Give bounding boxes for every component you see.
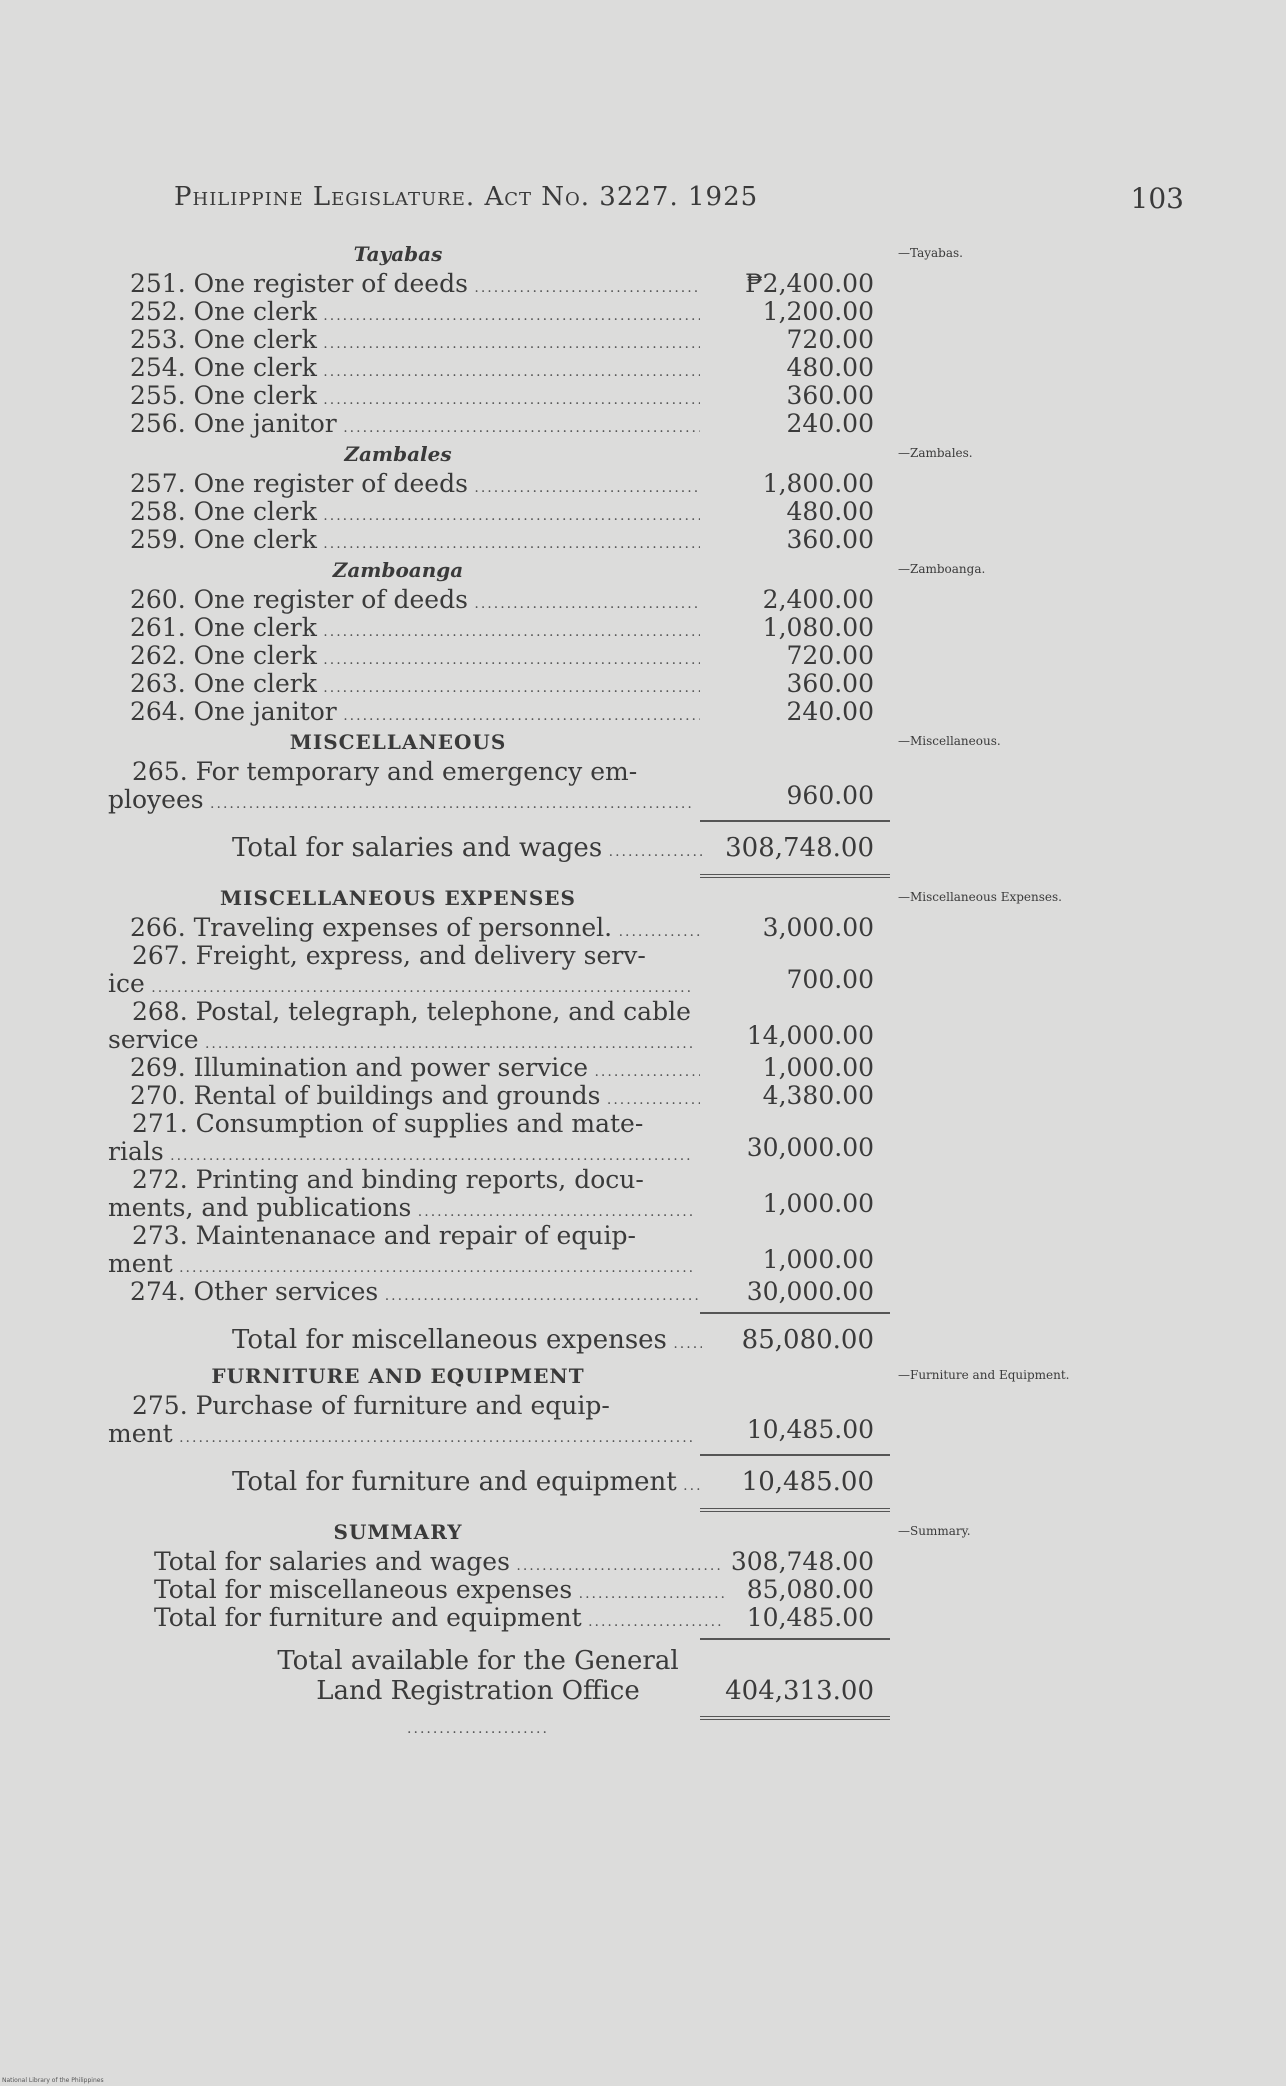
list-item [108,998,1168,1054]
item-amount: 2,400.00 [762,585,874,614]
list-item [108,270,1168,298]
subtotal-rule [108,814,1168,828]
item-amount: 1,000.00 [762,1189,874,1218]
item-label: 270. Rental of buildings and grounds ..... [130,1082,700,1114]
item-amount: 480.00 [786,353,874,382]
margin-note: —Furniture and Equipment. [898,1368,1070,1382]
item-label: 258. One clerk ..... [130,498,700,530]
section-miscellaneous [108,730,1168,882]
item-amount: 360.00 [786,525,874,554]
item-label-line1: 271. Consumption of supplies and mate- [132,1110,644,1138]
subtotal-row [108,1320,1168,1360]
item-label [108,758,693,818]
list-item [108,470,1168,498]
list-item [108,1604,1168,1632]
item-label [108,1392,693,1452]
item-amount: 10,485.00 [746,1415,874,1444]
item-label-line2: ployees ..... [108,786,693,818]
item-label: 253. One clerk ..... [130,326,700,358]
item-amount: 308,748.00 [730,1547,874,1576]
item-amount: 30,000.00 [746,1277,874,1306]
list-item [108,758,1168,814]
item-amount: 30,000.00 [746,1133,874,1162]
item-label: Total for salaries and wages ..... [154,1548,724,1580]
section-furniture-equipment [108,1364,1168,1516]
section-heading: FURNITURE AND EQUIPMENT [211,1364,585,1388]
item-label: 259. One clerk ..... [130,526,700,558]
total-double-rule [108,868,1168,882]
item-amount: 700.00 [786,965,874,994]
item-amount: 960.00 [786,781,874,810]
section-heading: MISCELLANEOUS EXPENSES [220,886,576,910]
margin-note: —Zambales. [898,446,973,460]
item-label [108,1166,693,1226]
list-item [108,942,1168,998]
item-amount: 1,000.00 [762,1245,874,1274]
item-label: 257. One register of deeds ..... [130,470,700,502]
item-label-line1: 267. Freight, express, and delivery serv- [132,942,646,970]
subtotal-label: Total for miscellaneous expenses ..... [232,1320,702,1364]
subtotal-amount: 10,485.00 [741,1467,874,1497]
subtotal-row [108,1462,1168,1502]
item-label-line2: service ..... [108,1026,693,1058]
item-amount: 240.00 [786,409,874,438]
item-label-line2: rials ..... [108,1138,693,1170]
item-amount: 360.00 [786,381,874,410]
item-label-line1: 275. Purchase of furniture and equip- [132,1392,610,1420]
list-item [108,914,1168,942]
item-label: 255. One clerk ..... [130,382,700,414]
item-label-line2: ments, and publications ..... [108,1194,693,1226]
section-summary [108,1520,1168,1724]
item-amount: 14,000.00 [746,1021,874,1050]
item-amount: 10,485.00 [746,1603,874,1632]
list-item [108,614,1168,642]
section-heading: SUMMARY [333,1520,463,1544]
subtotal-label: Total for furniture and equipment ..... [232,1462,702,1506]
subtotal-rule [108,1448,1168,1462]
footer-credit: National Library of the Philippines [2,2077,104,2084]
list-item [108,642,1168,670]
running-head: Philippine Legislature. Act No. 3227. 1925 [174,182,759,212]
margin-note: —Summary. [898,1524,971,1538]
section-heading: Zambales [344,442,452,466]
section-heading: Zamboanga [332,558,464,582]
grand-total-line1: Total available for the General [277,1646,679,1676]
item-label [108,1110,693,1170]
item-label [108,998,693,1058]
subtotal-row [108,828,1168,868]
item-label: 251. One register of deeds ..... [130,270,700,302]
item-amount: 4,380.00 [762,1081,874,1110]
total-double-rule [108,1502,1168,1516]
item-label: Total for miscellaneous expenses ..... [154,1576,724,1608]
item-label: 252. One clerk ..... [130,298,700,330]
total-double-rule [108,1710,1168,1724]
item-amount: 720.00 [786,641,874,670]
list-item [108,698,1168,726]
item-label: 263. One clerk ..... [130,670,700,702]
appropriation-list [108,238,1168,1724]
list-item [108,1082,1168,1110]
list-item [108,354,1168,382]
list-item [108,1222,1168,1278]
list-item [108,1548,1168,1576]
item-amount: 360.00 [786,669,874,698]
item-label [108,1222,693,1282]
section-miscellaneous-expenses [108,886,1168,1360]
grand-total-label [248,1646,708,1744]
item-label-line1: 268. Postal, telegraph, telephone, and cable [132,998,691,1026]
item-label-line1: 273. Maintenanace and repair of equip- [132,1222,636,1250]
item-amount: 1,800.00 [762,469,874,498]
item-label-line2: ment ..... [108,1250,693,1282]
section-heading: MISCELLANEOUS [289,730,507,754]
subtotal-amount: 308,748.00 [725,833,874,863]
item-label-line1: 272. Printing and binding reports, docu- [132,1166,644,1194]
grand-total-line2: Land Registration Office ..... [316,1676,640,1740]
section-heading: Tayabas [353,242,443,266]
item-label [108,942,693,1002]
grand-total-row [108,1646,1168,1710]
margin-note: —Tayabas. [898,246,963,260]
subtotal-rule [108,1632,1168,1646]
item-label: Total for furniture and equipment ..... [154,1604,724,1636]
page-header [174,182,1184,222]
section-zamboanga [108,558,1168,726]
item-label: 264. One janitor ..... [130,698,700,730]
item-label: 256. One janitor ..... [130,410,700,442]
item-amount: 1,200.00 [762,297,874,326]
section-tayabas [108,242,1168,438]
list-item [108,498,1168,526]
list-item [108,298,1168,326]
subtotal-label: Total for salaries and wages ..... [232,828,702,872]
item-amount: 3,000.00 [762,913,874,942]
item-label-line2: ment ..... [108,1420,693,1452]
list-item [108,1110,1168,1166]
subtotal-rule [108,1306,1168,1320]
item-amount: 85,080.00 [746,1575,874,1604]
list-item [108,326,1168,354]
item-label: 254. One clerk ..... [130,354,700,386]
list-item [108,1576,1168,1604]
item-amount: 720.00 [786,325,874,354]
section-zambales [108,442,1168,554]
margin-note: —Miscellaneous. [898,734,1001,748]
list-item [108,1392,1168,1448]
item-label: 274. Other services ..... [130,1278,700,1310]
list-item [108,382,1168,410]
item-label: 260. One register of deeds ..... [130,586,700,618]
list-item [108,670,1168,698]
margin-note: —Zamboanga. [898,562,986,576]
item-label-line2: ice ..... [108,970,693,1002]
item-amount: 480.00 [786,497,874,526]
item-label-line1: 265. For temporary and emergency em- [132,758,638,786]
item-amount: 1,080.00 [762,613,874,642]
item-label: 262. One clerk ..... [130,642,700,674]
list-item [108,586,1168,614]
margin-note: —Miscellaneous Expenses. [898,890,1062,904]
list-item [108,526,1168,554]
item-amount: 1,000.00 [762,1053,874,1082]
list-item [108,1166,1168,1222]
list-item [108,1054,1168,1082]
list-item [108,410,1168,438]
grand-total-amount: 404,313.00 [725,1676,874,1706]
item-label: 266. Traveling expenses of personnel. ..... [130,914,700,946]
page-number: 103 [1130,182,1184,215]
item-amount: ₱2,400.00 [745,269,874,298]
item-label: 269. Illumination and power service ..... [130,1054,700,1086]
list-item [108,1278,1168,1306]
item-amount: 240.00 [786,697,874,726]
item-label: 261. One clerk ..... [130,614,700,646]
subtotal-amount: 85,080.00 [741,1325,874,1355]
